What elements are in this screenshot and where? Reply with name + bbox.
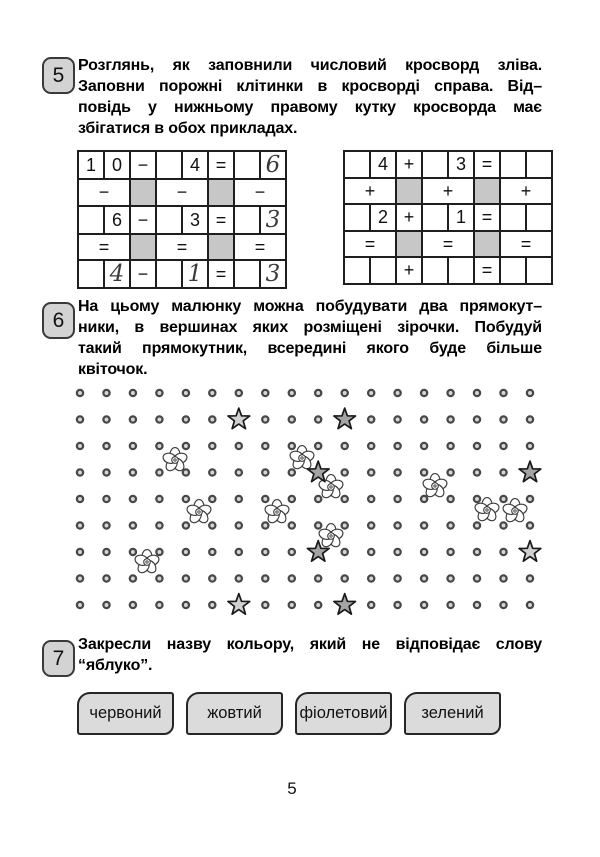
- dot: [103, 602, 109, 608]
- dot: [421, 443, 427, 449]
- dot: [342, 443, 348, 449]
- task-text-line: ники, в вершинах яких розміщені зірочки. Побудуй: [78, 319, 542, 336]
- dot: [289, 522, 295, 528]
- crossword-operator-cell: =: [234, 234, 286, 261]
- dot: [474, 602, 480, 608]
- dot: [474, 416, 480, 422]
- dot: [368, 549, 374, 555]
- dot-grid-figure: [50, 375, 550, 620]
- dot: [448, 522, 454, 528]
- dot: [500, 602, 506, 608]
- dot: [209, 575, 215, 581]
- dot: [77, 390, 83, 396]
- dot: [421, 496, 427, 502]
- dot: [527, 496, 533, 502]
- dot: [395, 443, 401, 449]
- color-box-fioletovyi[interactable]: фіолетовий: [295, 692, 392, 735]
- crossword-operator-cell: −: [234, 179, 286, 206]
- dot: [209, 602, 215, 608]
- task-text-line: Заповни порожні клітинки в кросворді справа. Від–: [78, 78, 542, 95]
- dot: [395, 602, 401, 608]
- crossword-cell: 1: [78, 151, 104, 179]
- task-text-line: Закресли назву кольору, який не відповідає слову: [78, 636, 542, 653]
- crossword-operator-cell: =: [500, 231, 552, 258]
- dot: [368, 602, 374, 608]
- dot: [262, 496, 268, 502]
- crossword-cell: =: [474, 151, 500, 178]
- dot: [474, 522, 480, 528]
- crossword-cell: 4: [182, 151, 208, 179]
- dot: [368, 469, 374, 475]
- dot: [77, 522, 83, 528]
- star-icon: [228, 594, 250, 615]
- crossword-cell: =: [208, 151, 234, 179]
- dot: [315, 522, 321, 528]
- dot: [236, 469, 242, 475]
- color-box-zelenyi[interactable]: зелений: [404, 692, 501, 735]
- dot: [156, 390, 162, 396]
- dot: [395, 575, 401, 581]
- dot: [474, 469, 480, 475]
- star-icon: [334, 594, 356, 615]
- dot: [368, 496, 374, 502]
- dot: [395, 522, 401, 528]
- crossword-shaded-cell: [130, 234, 156, 261]
- dot: [236, 549, 242, 555]
- dot: [262, 416, 268, 422]
- dot: [183, 602, 189, 608]
- dot: [448, 575, 454, 581]
- crossword-cell: +: [396, 257, 422, 284]
- dot: [262, 522, 268, 528]
- dot: [130, 390, 136, 396]
- dot: [130, 416, 136, 422]
- color-box-zhovtyi[interactable]: жовтий: [186, 692, 283, 735]
- dot: [395, 416, 401, 422]
- task-text-line: Розглянь, як заповнили числовий кросворд зліва.: [78, 57, 542, 74]
- crossword-cell[interactable]: [526, 151, 552, 178]
- dot: [209, 443, 215, 449]
- dot: [103, 469, 109, 475]
- dot: [262, 549, 268, 555]
- crossword-operator-cell: =: [78, 234, 130, 261]
- dot: [103, 522, 109, 528]
- dot: [183, 575, 189, 581]
- color-options-row: [77, 692, 501, 735]
- crossword-cell[interactable]: [344, 257, 370, 284]
- crossword-cell: −: [130, 260, 156, 288]
- dot: [500, 496, 506, 502]
- dot: [527, 416, 533, 422]
- dot: [315, 602, 321, 608]
- crossword-cell: 1: [448, 204, 474, 231]
- dot: [527, 390, 533, 396]
- dot: [289, 416, 295, 422]
- dot: [342, 469, 348, 475]
- dot: [183, 549, 189, 555]
- dot: [77, 469, 83, 475]
- dot: [183, 390, 189, 396]
- dot: [289, 496, 295, 502]
- dot: [448, 390, 454, 396]
- dot: [315, 575, 321, 581]
- dot: [156, 575, 162, 581]
- crossword-shaded-cell: [208, 234, 234, 261]
- dot: [315, 390, 321, 396]
- dot: [183, 469, 189, 475]
- crossword-cell[interactable]: [422, 257, 448, 284]
- dot: [209, 549, 215, 555]
- dot: [500, 575, 506, 581]
- dot: [103, 496, 109, 502]
- crossword-operator-cell: =: [422, 231, 474, 258]
- dot: [209, 390, 215, 396]
- dot: [395, 549, 401, 555]
- dot: [448, 496, 454, 502]
- dot: [395, 496, 401, 502]
- crossword-operator-cell: −: [156, 179, 208, 206]
- crossword-cell: 0: [104, 151, 130, 179]
- crossword-cell-handwritten: 1: [182, 260, 208, 288]
- crossword-cell: [78, 206, 104, 234]
- dot: [448, 602, 454, 608]
- crossword-operator-cell: =: [156, 234, 208, 261]
- dot: [209, 522, 215, 528]
- crossword-cell[interactable]: [500, 151, 526, 178]
- dot: [156, 549, 162, 555]
- crossword-cell: =: [474, 204, 500, 231]
- crossword-cell: 2: [370, 204, 396, 231]
- dot: [500, 416, 506, 422]
- dot: [77, 575, 83, 581]
- crossword-cell: 3: [448, 151, 474, 178]
- task5-number-badge: 5: [42, 57, 75, 94]
- dot: [77, 443, 83, 449]
- dot: [183, 443, 189, 449]
- dot: [448, 416, 454, 422]
- crossword-cell: 4: [370, 151, 396, 178]
- task-text-line: збігатися в обох прикладах.: [78, 120, 298, 137]
- crossword-operator-cell: +: [422, 178, 474, 205]
- dot: [130, 602, 136, 608]
- task-text-line: На цьому малюнку можна побудувати два прямокут–: [78, 298, 542, 315]
- dot: [421, 469, 427, 475]
- dot: [368, 443, 374, 449]
- dot: [156, 522, 162, 528]
- dot: [448, 469, 454, 475]
- dot: [103, 390, 109, 396]
- task5-text: [78, 55, 542, 139]
- page-number: 5: [287, 779, 297, 798]
- flower-icon: [186, 500, 213, 525]
- crossword-cell: −: [130, 151, 156, 179]
- dot: [342, 549, 348, 555]
- dot: [421, 416, 427, 422]
- dot: [289, 602, 295, 608]
- dot: [130, 469, 136, 475]
- dot: [262, 390, 268, 396]
- crossword-cell: 3: [182, 206, 208, 234]
- crossword-cell: −: [130, 206, 156, 234]
- dot: [156, 496, 162, 502]
- dot: [342, 390, 348, 396]
- dot: [209, 416, 215, 422]
- dot: [342, 575, 348, 581]
- dot: [500, 522, 506, 528]
- dot: [474, 443, 480, 449]
- dot: [527, 443, 533, 449]
- crossword-cell[interactable]: [500, 257, 526, 284]
- crossword-cell: 6: [104, 206, 130, 234]
- crossword-cell: [156, 260, 182, 288]
- dot: [183, 416, 189, 422]
- dot: [103, 549, 109, 555]
- crossword-shaded-cell: [474, 231, 500, 258]
- star-icon: [228, 408, 250, 429]
- dot: [262, 469, 268, 475]
- dot: [236, 443, 242, 449]
- crossword-shaded-cell: [474, 178, 500, 205]
- dot: [130, 575, 136, 581]
- task6-number-badge: 6: [42, 302, 75, 339]
- crossword-cell: =: [208, 260, 234, 288]
- dot: [236, 575, 242, 581]
- crossword-operator-cell: =: [344, 231, 396, 258]
- dot: [315, 443, 321, 449]
- crossword-cell-handwritten: 3: [260, 260, 286, 288]
- task-text-line: “яблуко”.: [78, 657, 153, 674]
- dot: [262, 443, 268, 449]
- dot: [342, 522, 348, 528]
- dot: [156, 602, 162, 608]
- dot: [130, 443, 136, 449]
- dot: [236, 496, 242, 502]
- crossword-shaded-cell: [208, 179, 234, 206]
- dot: [289, 575, 295, 581]
- crossword-cell-handwritten: 3: [260, 206, 286, 234]
- dot: [474, 575, 480, 581]
- dot: [236, 390, 242, 396]
- task-text-line: такий прямокутник, всередині якого буде більше: [78, 340, 542, 357]
- dot: [209, 496, 215, 502]
- dot: [183, 522, 189, 528]
- dot: [289, 390, 295, 396]
- crossword-shaded-cell: [130, 179, 156, 206]
- crossword-cell: =: [474, 257, 500, 284]
- crossword-cell[interactable]: [500, 204, 526, 231]
- dot: [448, 549, 454, 555]
- dot: [103, 443, 109, 449]
- crossword-cell: +: [396, 204, 422, 231]
- crossword-grid-left: [77, 150, 287, 289]
- crossword-cell[interactable]: [422, 204, 448, 231]
- dot: [500, 549, 506, 555]
- dot: [342, 496, 348, 502]
- dot: [421, 390, 427, 396]
- color-box-chervonyi[interactable]: червоний: [77, 692, 174, 735]
- crossword-cell-handwritten: 6: [260, 151, 286, 179]
- dot: [262, 575, 268, 581]
- dot: [421, 549, 427, 555]
- crossword-cell[interactable]: [344, 204, 370, 231]
- dot: [500, 390, 506, 396]
- crossword-cell[interactable]: [526, 204, 552, 231]
- dot: [527, 602, 533, 608]
- dot: [474, 496, 480, 502]
- crossword-cell[interactable]: [370, 257, 396, 284]
- dot: [130, 522, 136, 528]
- crossword-cell: [234, 151, 260, 179]
- task7-text: [78, 634, 542, 676]
- dot: [236, 522, 242, 528]
- dot: [315, 496, 321, 502]
- crossword-cell: [78, 260, 104, 288]
- dot: [500, 469, 506, 475]
- task-text-line: квіточок.: [78, 361, 148, 378]
- dot: [368, 575, 374, 581]
- dot: [77, 496, 83, 502]
- dot: [474, 390, 480, 396]
- crossword-cell[interactable]: [422, 151, 448, 178]
- crossword-operator-cell: −: [78, 179, 130, 206]
- task6-text: [78, 296, 542, 380]
- crossword-cell: [156, 206, 182, 234]
- dot: [289, 469, 295, 475]
- star-icon: [334, 408, 356, 429]
- crossword-cell: +: [396, 151, 422, 178]
- dot: [103, 575, 109, 581]
- crossword-shaded-cell: [396, 231, 422, 258]
- star-icon: [519, 541, 541, 562]
- dot: [77, 416, 83, 422]
- dot: [262, 602, 268, 608]
- dot: [289, 549, 295, 555]
- dot: [527, 575, 533, 581]
- crossword-shaded-cell: [396, 178, 422, 205]
- dot: [474, 549, 480, 555]
- dot: [156, 443, 162, 449]
- dot: [395, 469, 401, 475]
- crossword-operator-cell: +: [344, 178, 396, 205]
- dot: [183, 496, 189, 502]
- dot: [395, 390, 401, 396]
- dot: [77, 602, 83, 608]
- dot: [368, 522, 374, 528]
- dot: [289, 443, 295, 449]
- dot: [130, 496, 136, 502]
- dot: [130, 549, 136, 555]
- crossword-operator-cell: +: [500, 178, 552, 205]
- dot: [421, 602, 427, 608]
- task-text-line: повідь у нижньому правому кутку кросворда має: [78, 99, 542, 116]
- crossword-cell[interactable]: [344, 151, 370, 178]
- dot: [368, 416, 374, 422]
- crossword-grid-right: [343, 150, 553, 285]
- crossword-cell-handwritten: 4: [104, 260, 130, 288]
- dot: [103, 416, 109, 422]
- star-icon: [519, 461, 541, 482]
- dot: [315, 416, 321, 422]
- crossword-cell: [156, 151, 182, 179]
- dot: [448, 443, 454, 449]
- dot: [421, 575, 427, 581]
- task7-number-badge: 7: [42, 640, 75, 677]
- crossword-cell: [234, 260, 260, 288]
- flower-icon: [264, 500, 291, 525]
- crossword-cell: [234, 206, 260, 234]
- dot: [527, 522, 533, 528]
- dot: [368, 390, 374, 396]
- dot: [500, 443, 506, 449]
- dot: [77, 549, 83, 555]
- dot: [421, 522, 427, 528]
- crossword-cell: =: [208, 206, 234, 234]
- crossword-cell[interactable]: [526, 257, 552, 284]
- dot: [156, 416, 162, 422]
- crossword-cell[interactable]: [448, 257, 474, 284]
- dot: [209, 469, 215, 475]
- dot: [156, 469, 162, 475]
